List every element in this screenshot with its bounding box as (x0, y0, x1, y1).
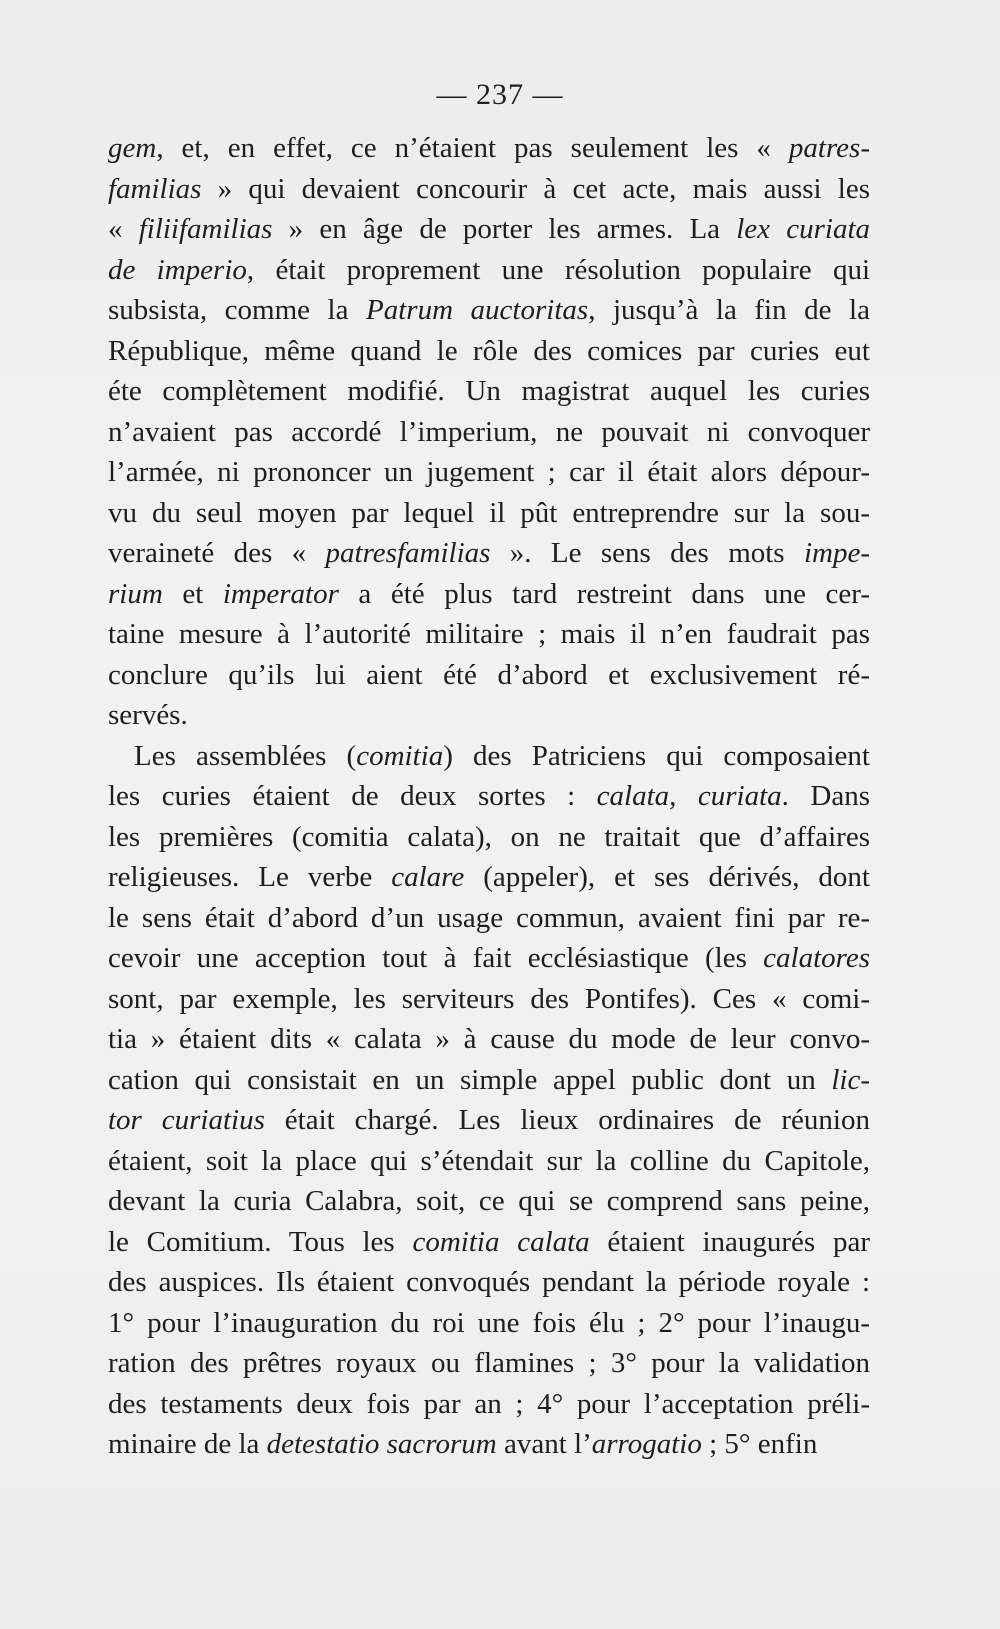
text-line (108, 1384, 870, 1425)
text-line (108, 695, 870, 736)
text-line (108, 452, 870, 493)
text-line (108, 128, 870, 169)
text-segment: vu du seul moyen par lequel il pût entreprendre sur la sou- (108, 496, 870, 529)
text-segment: subsista, comme la (108, 294, 367, 326)
text-segment: taine mesure à l’autorité militaire ; mais il n’en faudrait pas (108, 618, 870, 650)
text-segment: tor curiatius (108, 1104, 265, 1136)
text-line (108, 817, 870, 858)
text-segment: » en âge de porter les armes. La (272, 213, 737, 245)
text-segment: calata, curiata (596, 780, 782, 812)
text-segment: sont, par exemple, les serviteurs des Pontifes). Ces « comi- (108, 982, 870, 1015)
text-segment: ». Le sens des mots (490, 537, 804, 569)
text-line (108, 1424, 870, 1465)
text-segment: l’armée, ni prononcer un jugement ; car il était alors dépour- (108, 456, 870, 488)
text-segment: familias (108, 172, 202, 205)
text-segment: ; 5° enfin (701, 1428, 818, 1460)
text-segment: le Comitium. Tous les (108, 1225, 413, 1258)
text-segment: imperator (222, 577, 339, 610)
text-line (108, 938, 870, 979)
page-number: — 237 — (436, 78, 564, 111)
text-segment: » qui devaient concourir à cet acte, mais aussi les (201, 172, 870, 205)
text-segment: tia » étaient dits « calata » à cause du mode de leur convo- (108, 1023, 870, 1055)
text-line (108, 776, 870, 817)
text-segment: comitia calata (412, 1225, 590, 1258)
text-segment: , jusqu’à la fin de la (588, 294, 870, 326)
text-segment: avant l’ (496, 1428, 592, 1460)
text-segment: calare (391, 861, 465, 893)
text-line (108, 614, 870, 655)
text-segment: et (162, 577, 223, 610)
text-line (108, 250, 870, 291)
text-segment: étaient inaugurés par (589, 1225, 870, 1258)
text-segment: patres- (788, 132, 870, 164)
text-segment: de imperio (108, 253, 247, 286)
text-segment: filiifamilias (138, 213, 273, 245)
text-segment: était chargé. Les lieux ordinaires de réunion (264, 1104, 870, 1136)
text-line (108, 493, 870, 534)
text-segment: calatores (763, 942, 870, 974)
text-line (108, 857, 870, 898)
text-segment: des auspices. Ils étaient convoqués pendant la période royale : (108, 1266, 870, 1298)
text-line (108, 1343, 870, 1384)
text-segment: veraineté des « (108, 537, 326, 569)
text-line (108, 655, 870, 696)
text-line (108, 1060, 870, 1101)
text-segment: (appeler), et ses dérivés, dont (464, 861, 870, 893)
text-segment: detestatio sacrorum (266, 1428, 497, 1460)
text-segment: ) des Patriciens qui composaient (443, 739, 870, 772)
text-line (108, 1019, 870, 1060)
text-line (108, 736, 870, 777)
text-segment: devant la curia Calabra, soit, ce qui se comprend sans peine, (108, 1185, 870, 1217)
text-segment: le sens était d’abord d’un usage commun, avaient fini par re- (108, 901, 870, 934)
text-segment: 1° pour l’inauguration du roi une fois élu ; 2° pour l’inaugu- (108, 1306, 870, 1339)
text-line (108, 533, 870, 574)
text-segment: , et, en effet, ce n’étaient pas seulement les « (156, 132, 789, 164)
text-segment: patresfamilias (325, 537, 491, 569)
body-text (108, 128, 870, 1465)
text-segment: n’avaient pas accordé l’imperium, ne pouvait ni convoquer (108, 415, 870, 448)
text-segment: étaient, soit la place qui s’étendait sur la colline du Capitole, (108, 1144, 870, 1177)
text-segment: lic- (831, 1063, 870, 1096)
text-line (108, 898, 870, 939)
text-segment: servés. (108, 699, 188, 731)
text-segment: les premières (comitia calata), on ne traitait que d’affaires (108, 820, 870, 853)
text-segment: lex curiata (736, 213, 870, 245)
text-line (108, 290, 870, 331)
text-segment: éte complètement modifié. Un magistrat auquel les curies (108, 375, 870, 407)
text-line (108, 331, 870, 372)
text-segment: ration des prêtres royaux ou flamines ; 3° pour la validation (108, 1347, 870, 1379)
text-segment: rium (108, 577, 163, 610)
text-segment: a été plus tard restreint dans une cer- (338, 577, 870, 610)
text-line (108, 979, 870, 1020)
text-segment: Patrum auctoritas (366, 294, 589, 326)
text-line (108, 1303, 870, 1344)
text-line (108, 209, 870, 250)
text-segment: arrogatio (591, 1428, 702, 1460)
text-line (108, 1262, 870, 1303)
text-segment: cevoir une acception tout à fait ecclésiastique (les (108, 942, 764, 974)
text-segment: Les assemblées ( (134, 739, 357, 772)
text-segment: , était proprement une résolution populaire qui (246, 253, 870, 286)
text-segment: les curies étaient de deux sortes : (108, 780, 597, 812)
text-segment: République, même quand le rôle des comices par curies eut (108, 334, 870, 367)
text-segment: « (108, 213, 139, 245)
text-segment: conclure qu’ils lui aient été d’abord et exclusivement ré- (108, 658, 870, 691)
text-line (108, 574, 870, 615)
text-segment: des testaments deux fois par an ; 4° pour l’acceptation préli- (108, 1387, 870, 1420)
text-line (108, 1100, 870, 1141)
text-segment: cation qui consistait en un simple appel public dont un (108, 1063, 832, 1096)
text-line (108, 1222, 870, 1263)
text-line (108, 412, 870, 453)
text-segment: comitia (356, 739, 444, 772)
text-line (108, 371, 870, 412)
text-segment: minaire de la (108, 1428, 267, 1460)
text-segment: religieuses. Le verbe (108, 861, 392, 893)
text-line (108, 1141, 870, 1182)
text-segment: impe- (803, 537, 870, 569)
text-segment: gem (108, 132, 157, 164)
text-line (108, 1181, 870, 1222)
text-line (108, 169, 870, 210)
text-segment: . Dans (781, 780, 870, 812)
